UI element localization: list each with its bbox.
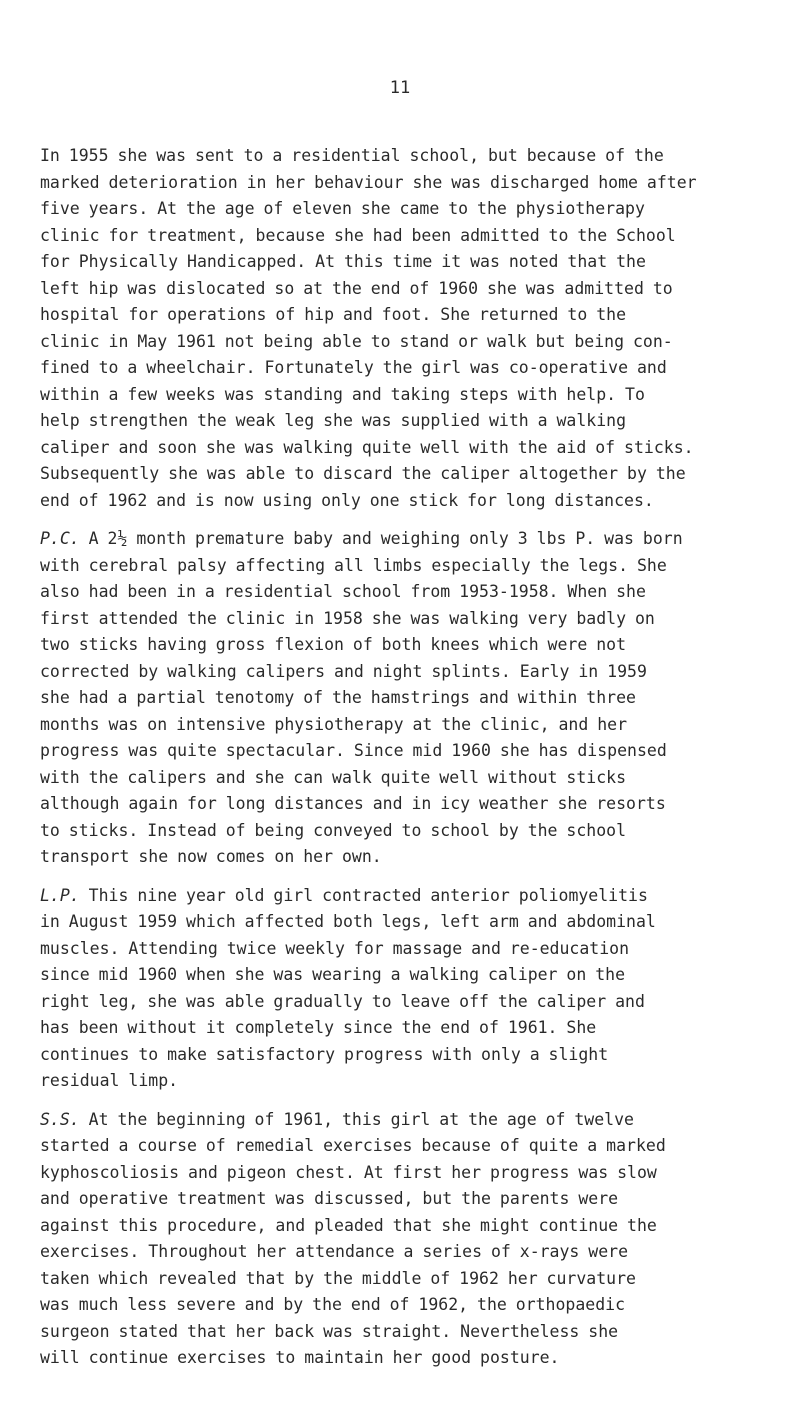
text-line (40, 1160, 780, 1187)
line-text: with cerebral palsy affecting all limbs especially the legs. She (40, 555, 667, 575)
text-line (40, 1319, 780, 1346)
line-text: and operative treatment was discussed, but the parents were (40, 1189, 619, 1208)
page-number: 11 (389, 78, 411, 98)
text-line (40, 1042, 780, 1069)
text-line (40, 936, 780, 963)
text-line (40, 1068, 780, 1095)
text-line (40, 143, 780, 170)
line-text: exercises. Throughout her attendance a series of x-rays were (40, 1242, 629, 1261)
text-line (40, 883, 780, 910)
line-text: for Physically Handicapped. At this time it was noted that the (40, 252, 646, 271)
line-text: five years. At the age of eleven she came to the physiotherapy (40, 199, 645, 218)
line-text: help strengthen the weak leg she was supplied with a walking (40, 411, 627, 430)
text-line (40, 712, 780, 739)
text-line (40, 355, 780, 382)
line-text: residual limp. (40, 1071, 179, 1090)
paragraph-intro (40, 143, 780, 514)
case-initials: P.C. (40, 529, 80, 548)
text-line (40, 1015, 780, 1042)
line-text: progress was quite spectacular. Since mid 1960 she has dispensed (40, 741, 667, 760)
line-text: At the beginning of 1961, this girl at the age of twelve (79, 1109, 634, 1129)
line-text: fined to a wheelchair. Fortunately the girl was co-operative and (40, 358, 667, 377)
case-initials: L.P. (40, 885, 80, 905)
text-line (40, 1266, 780, 1293)
paragraph-case-pc (40, 526, 780, 871)
text-line (40, 1292, 780, 1319)
line-text: taken which revealed that by the middle of 1962 her curvature (40, 1268, 636, 1288)
line-text: This nine year old girl contracted anterior poliomyelitis (79, 885, 648, 905)
line-text: clinic in May 1961 not being able to stand or walk but being con- (40, 331, 673, 351)
line-text: marked deterioration in her behaviour she was discharged home after (40, 172, 697, 192)
document-body (40, 143, 780, 1384)
line-text: will continue exercises to maintain her good posture. (40, 1348, 560, 1367)
text-line (40, 435, 780, 462)
line-text: has been without it completely since the end of 1961. She (40, 1018, 597, 1037)
paragraph-case-lp (40, 883, 780, 1095)
text-line (40, 302, 780, 329)
text-line (40, 632, 780, 659)
line-text: In 1955 she was sent to a residential school, but because of the (40, 146, 664, 165)
line-text: although again for long distances and in icy weather she resorts (40, 794, 666, 813)
text-line (40, 223, 780, 250)
line-text: within a few weeks was standing and taking steps with help. To (40, 384, 645, 404)
text-line (40, 1345, 780, 1372)
text-line (40, 989, 780, 1016)
line-text: caliper and soon she was walking quite well with the aid of sticks. (40, 437, 694, 457)
line-text: was much less severe and by the end of 1962, the orthopaedic (40, 1295, 626, 1314)
text-line (40, 170, 780, 197)
line-text: Subsequently she was able to discard the caliper altogether by the (40, 464, 686, 483)
text-line (40, 844, 780, 871)
text-line (40, 276, 780, 303)
text-line (40, 1213, 780, 1240)
line-text: continues to make satisfactory progress with only a slight (40, 1044, 609, 1064)
line-text: in August 1959 which affected both legs, left arm and abdominal (40, 912, 656, 931)
line-text: she had a partial tenotomy of the hamstrings and within three (40, 688, 636, 707)
line-text: hospital for operations of hip and foot. She returned to the (40, 305, 627, 324)
text-line (40, 488, 780, 515)
line-text: muscles. Attending twice weekly for massage and re-education (40, 938, 630, 958)
text-line (40, 909, 780, 936)
text-line (40, 1186, 780, 1213)
text-line (40, 249, 780, 276)
text-line (40, 553, 780, 580)
line-text: months was on intensive physiotherapy at the clinic, and her (40, 714, 628, 734)
line-text: transport she now comes on her own. (40, 847, 382, 866)
line-text: against this procedure, and pleaded that she might continue the (40, 1215, 657, 1235)
text-line (40, 382, 780, 409)
text-line (40, 1133, 780, 1160)
paragraph-case-ss (40, 1107, 780, 1372)
text-line (40, 685, 780, 712)
line-text: since mid 1960 when she was wearing a walking caliper on the (40, 965, 626, 984)
text-line (40, 579, 780, 606)
text-line (40, 408, 780, 435)
text-line (40, 1239, 780, 1266)
line-text: to sticks. Instead of being conveyed to school by the school (40, 820, 627, 840)
text-line (40, 962, 780, 989)
line-text: also had been in a residential school from 1953-1958. When she (40, 582, 646, 601)
text-line (40, 461, 780, 488)
line-text: kyphoscoliosis and pigeon chest. At first her progress was slow (40, 1162, 657, 1182)
text-line (40, 329, 780, 356)
line-text: corrected by walking calipers and night splints. Early in 1959 (40, 661, 647, 681)
text-line (40, 765, 780, 792)
line-text: with the calipers and she can walk quite well without sticks (40, 767, 627, 787)
line-text: end of 1962 and is now using only one stick for long distances. (40, 490, 654, 510)
text-line (40, 791, 780, 818)
text-line (40, 1107, 780, 1134)
line-text: left hip was dislocated so at the end of 1960 she was admitted to (40, 278, 673, 298)
line-text: first attended the clinic in 1958 she was walking very badly on (40, 608, 655, 628)
text-line (40, 818, 780, 845)
text-line (40, 196, 780, 223)
text-line (40, 526, 780, 553)
line-text: A 2½ month premature baby and weighing only 3 lbs P. was born (79, 529, 683, 548)
case-initials: S.S. (40, 1109, 80, 1129)
line-text: clinic for treatment, because she had been admitted to the School (40, 225, 676, 245)
line-text: surgeon stated that her back was straight. Nevertheless she (40, 1321, 619, 1341)
text-line (40, 606, 780, 633)
text-line (40, 738, 780, 765)
text-line (40, 659, 780, 686)
line-text: two sticks having gross flexion of both knees which were not (40, 635, 627, 654)
line-text: right leg, she was able gradually to leave off the caliper and (40, 991, 645, 1011)
line-text: started a course of remedial exercises because of quite a marked (40, 1136, 666, 1155)
